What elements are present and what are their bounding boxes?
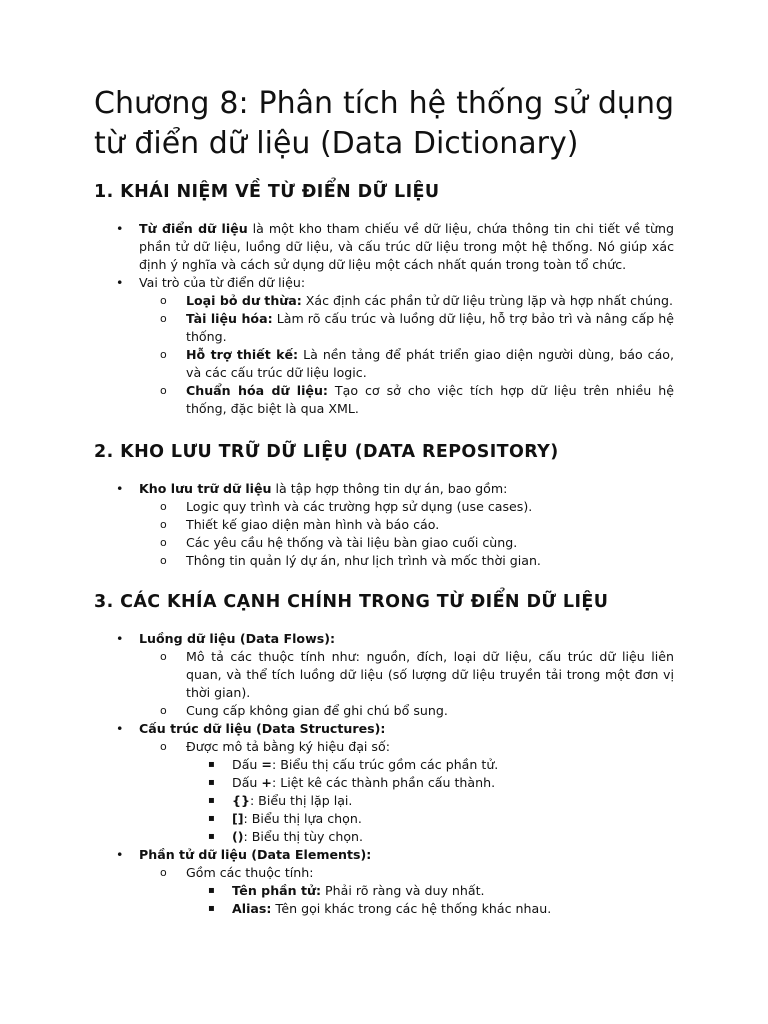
sub-sub-list-item — [94, 882, 674, 900]
sub-list-item — [94, 310, 674, 346]
sub-sub-list-item — [94, 900, 674, 918]
sub-sub-list-item — [94, 792, 674, 810]
circle-bullet-icon: o — [160, 348, 167, 361]
term: Alias: — [232, 901, 272, 916]
square-bullet-icon: ▪ — [208, 777, 215, 788]
item-prefix: Dấu — [232, 775, 262, 790]
item-text: là một kho tham chiếu về dữ liệu, chứa thông tin chi tiết về từng phần tử dữ liệu, luồng dữ liệu, và cấu trúc dữ liệu trong một hệ thống. Nó giúp xác định ý nghĩa và cách sử dụng dữ liệu một cách nhất quán trong toàn tổ chức. — [139, 221, 674, 272]
item-text: : Biểu thị lặp lại. — [249, 793, 353, 808]
item-text: Cung cấp không gian để ghi chú bổ sung. — [186, 703, 448, 718]
item-text: : Liệt kê các thành phần cấu thành. — [271, 775, 496, 790]
bullet-icon: • — [116, 721, 124, 736]
square-bullet-icon: ▪ — [208, 831, 215, 842]
item-text: Thông tin quản lý dự án, như lịch trình và mốc thời gian. — [186, 553, 541, 568]
circle-bullet-icon: o — [160, 650, 167, 663]
item-text: là tập hợp thông tin dự án, bao gồm: — [271, 481, 508, 496]
item-text: Tên gọi khác trong các hệ thống khác nhau. — [271, 901, 552, 916]
sub-list-item — [94, 534, 674, 552]
document-page — [94, 84, 674, 918]
sub-list-item — [94, 552, 674, 570]
item-text: Mô tả các thuộc tính như: nguồn, đích, loại dữ liệu, cấu trúc dữ liệu liên quan, và thể tích luồng dữ liệu (số lượng dữ liệu truyền tải trong một đơn vị thời gian). — [186, 649, 674, 700]
square-bullet-icon: ▪ — [208, 795, 215, 806]
circle-bullet-icon: o — [160, 554, 167, 567]
bullet-icon: • — [116, 847, 124, 862]
section-heading-1: 1. KHÁI NIỆM VỀ TỪ ĐIỂN DỮ LIỆU — [94, 182, 440, 202]
sub-list-item — [94, 346, 674, 382]
item-text: Logic quy trình và các trường hợp sử dụng (use cases). — [186, 499, 533, 514]
term: Phần tử dữ liệu (Data Elements): — [139, 847, 372, 862]
term: {} — [232, 793, 250, 808]
circle-bullet-icon: o — [160, 294, 167, 307]
term: Từ điển dữ liệu — [139, 221, 248, 236]
term: = — [261, 757, 272, 772]
item-text: Gồm các thuộc tính: — [186, 865, 314, 880]
sub-sub-list-item — [94, 810, 674, 828]
sub-list-item — [94, 702, 674, 720]
term: Loại bỏ dư thừa: — [186, 293, 302, 308]
item-text: : Biểu thị lựa chọn. — [243, 811, 362, 826]
square-bullet-icon: ▪ — [208, 813, 215, 824]
list-item — [94, 720, 674, 738]
circle-bullet-icon: o — [160, 312, 167, 325]
sub-list-item — [94, 864, 674, 882]
list-item — [94, 846, 674, 864]
term: + — [261, 775, 272, 790]
item-text: Vai trò của từ điển dữ liệu: — [139, 275, 306, 290]
item-text: Thiết kế giao diện màn hình và báo cáo. — [186, 517, 440, 532]
bullet-icon: • — [116, 481, 124, 496]
item-text: Tạo cơ sở cho việc tích hợp dữ liệu trên nhiều hệ thống, đặc biệt là qua XML. — [186, 383, 674, 416]
circle-bullet-icon: o — [160, 500, 167, 513]
term: Hỗ trợ thiết kế: — [186, 347, 299, 362]
item-text: Làm rõ cấu trúc và luồng dữ liệu, hỗ trợ bảo trì và nâng cấp hệ thống. — [186, 311, 674, 344]
section-1-list — [94, 220, 674, 418]
term: Tài liệu hóa: — [186, 311, 273, 326]
square-bullet-icon: ▪ — [208, 885, 215, 896]
circle-bullet-icon: o — [160, 740, 167, 753]
circle-bullet-icon: o — [160, 536, 167, 549]
circle-bullet-icon: o — [160, 518, 167, 531]
circle-bullet-icon: o — [160, 866, 167, 879]
term: Kho lưu trữ dữ liệu — [139, 481, 272, 496]
page-title: Chương 8: Phân tích hệ thống sử dụng từ điển dữ liệu (Data Dictionary) — [94, 86, 674, 161]
square-bullet-icon: ▪ — [208, 903, 215, 914]
bullet-icon: • — [116, 221, 124, 236]
circle-bullet-icon: o — [160, 704, 167, 717]
item-text: Được mô tả bằng ký hiệu đại số: — [186, 739, 390, 754]
circle-bullet-icon: o — [160, 384, 167, 397]
term: [] — [232, 811, 244, 826]
list-item — [94, 274, 674, 292]
item-text: : Biểu thị cấu trúc gồm các phần tử. — [271, 757, 499, 772]
term: Tên phần tử: — [232, 883, 322, 898]
sub-list-item — [94, 498, 674, 516]
list-item — [94, 480, 674, 498]
term: () — [232, 829, 244, 844]
list-item — [94, 220, 674, 274]
section-3-list — [94, 630, 674, 918]
sub-sub-list-item — [94, 828, 674, 846]
item-text: Là nền tảng để phát triển giao diện người dùng, báo cáo, và các cấu trúc dữ liệu logic. — [186, 347, 675, 380]
sub-list-item — [94, 382, 674, 418]
sub-list-item — [94, 648, 674, 702]
item-prefix: Dấu — [232, 757, 262, 772]
square-bullet-icon: ▪ — [208, 759, 215, 770]
term: Chuẩn hóa dữ liệu: — [186, 383, 328, 398]
list-item — [94, 630, 674, 648]
bullet-icon: • — [116, 275, 124, 290]
sub-list-item — [94, 292, 674, 310]
item-text: Các yêu cầu hệ thống và tài liệu bàn giao cuối cùng. — [186, 535, 518, 550]
sub-list-item — [94, 738, 674, 756]
item-text: Phải rõ ràng và duy nhất. — [321, 883, 485, 898]
section-heading-2: 2. KHO LƯU TRỮ DỮ LIỆU (DATA REPOSITORY) — [94, 442, 559, 462]
sub-sub-list-item — [94, 756, 674, 774]
bullet-icon: • — [116, 631, 124, 646]
item-text: Xác định các phần tử dữ liệu trùng lặp và hợp nhất chúng. — [301, 293, 674, 308]
sub-list-item — [94, 516, 674, 534]
item-text: : Biểu thị tùy chọn. — [243, 829, 364, 844]
term: Luồng dữ liệu (Data Flows): — [139, 631, 336, 646]
section-heading-3: 3. CÁC KHÍA CẠNH CHÍNH TRONG TỪ ĐIỂN DỮ LIỆU — [94, 592, 609, 612]
sub-sub-list-item — [94, 774, 674, 792]
term: Cấu trúc dữ liệu (Data Structures): — [139, 721, 386, 736]
section-2-list — [94, 480, 674, 570]
